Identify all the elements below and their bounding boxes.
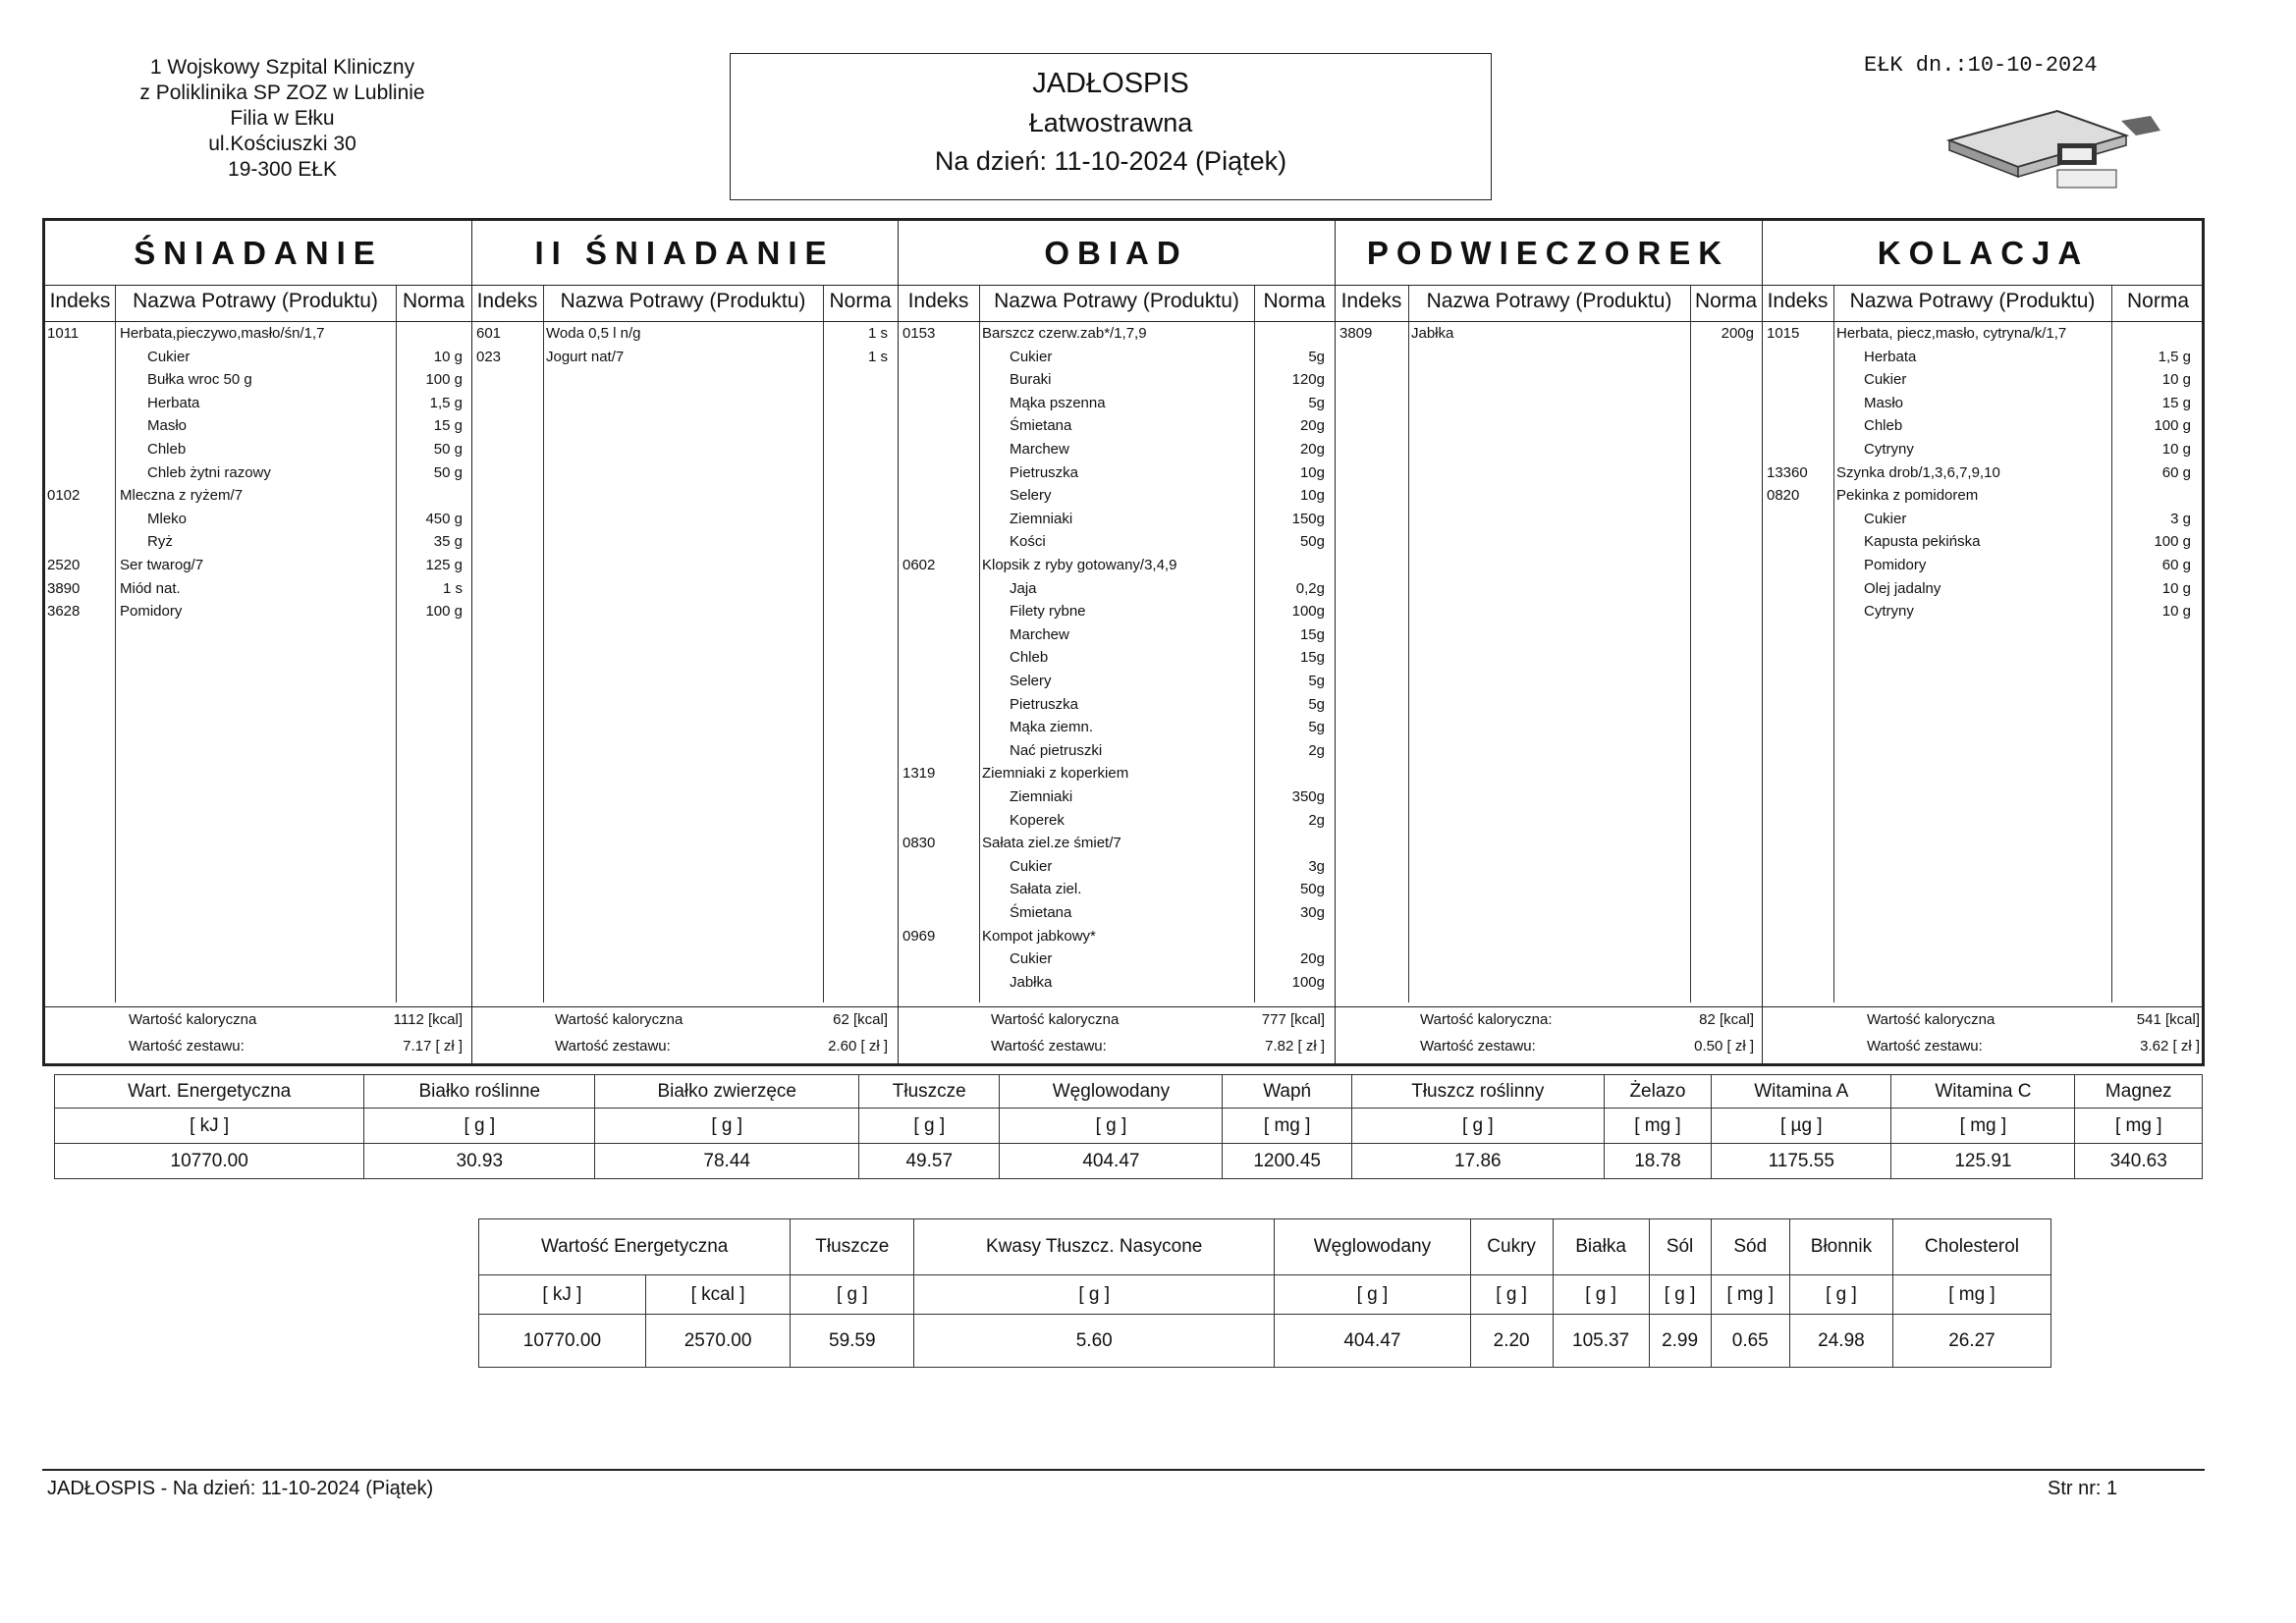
cost-label: Wartość zestawu: (555, 1038, 671, 1055)
ingredient-name: Pomidory (1864, 557, 1927, 573)
item-index: 0602 (902, 557, 936, 573)
item-norm: 125 g (425, 557, 463, 573)
kcal-value: 1112 [kcal] (393, 1011, 463, 1028)
ingredient-name: Cukier (1864, 371, 1907, 389)
kcal-label: Wartość kaloryczna (991, 1011, 1120, 1028)
nutrient-unit: [ g ] (859, 1109, 1000, 1144)
item-norm: 15 g (2161, 394, 2191, 411)
ingredient-name: Mąka pszenna (1010, 394, 1106, 411)
dish-name: Ser twarog/7 (120, 557, 204, 573)
ingredient-name: Selery (1010, 673, 1052, 689)
nutrient-header: Cukry (1470, 1219, 1553, 1275)
nutrient-header: Żelazo (1604, 1075, 1711, 1109)
cost-label: Wartość zestawu: (129, 1038, 245, 1055)
nutrient-header: Węglowodany (1275, 1219, 1470, 1275)
kcal-value: 82 [kcal] (1699, 1011, 1754, 1028)
item-index: 1015 (1767, 325, 1800, 342)
item-norm: 450 g (425, 510, 463, 527)
nutrient-header: Wapń (1223, 1075, 1351, 1109)
nutrient-value: 0.65 (1711, 1315, 1789, 1368)
item-norm: 120g (1291, 371, 1325, 389)
nutrient-unit: [ g ] (791, 1275, 914, 1315)
nutrient-unit: [ g ] (1789, 1275, 1892, 1315)
nutrient-value: 26.27 (1892, 1315, 2050, 1368)
kcal-label: Wartość kaloryczna (129, 1011, 257, 1028)
nutrient-header: Sól (1649, 1219, 1711, 1275)
kcal-value: 777 [kcal] (1261, 1011, 1325, 1028)
ingredient-name: Bułka wroc 50 g (147, 371, 252, 389)
issue-date: EŁK dn.:10-10-2024 (1864, 53, 2098, 78)
item-norm: 350g (1291, 788, 1325, 805)
nutrient-value: 2570.00 (645, 1315, 791, 1368)
kcal-label: Wartość kaloryczna (1867, 1011, 1995, 1028)
nutrient-header: Białko roślinne (364, 1075, 595, 1109)
nutrient-value: 78.44 (595, 1144, 859, 1179)
column-header-name: Nazwa Potrawy (Produktu) (1849, 290, 2096, 312)
item-norm: 5g (1308, 348, 1325, 365)
item-norm: 20g (1299, 950, 1325, 968)
nutrient-header: Witamina C (1891, 1075, 2075, 1109)
hospital-line: Filia w Ełku (230, 107, 335, 130)
nutrient-unit: [ mg ] (1604, 1109, 1711, 1144)
item-norm: 60 g (2161, 557, 2191, 573)
cost-value: 7.82 [ zł ] (1265, 1038, 1325, 1055)
item-norm: 3 g (2170, 510, 2191, 527)
nutrient-header: Błonnik (1789, 1219, 1892, 1275)
item-norm: 50g (1299, 533, 1325, 551)
item-norm: 30g (1299, 904, 1325, 921)
dish-name: Klopsik z ryby gotowany/3,4,9 (982, 557, 1177, 573)
cost-value: 3.62 [ zł ] (2140, 1038, 2200, 1055)
column-header-name: Nazwa Potrawy (Produktu) (994, 290, 1239, 312)
column-header-norm: Norma (1263, 290, 1326, 312)
nutrient-header: Tłuszcz roślinny (1351, 1075, 1604, 1109)
item-index: 023 (476, 348, 502, 365)
item-norm: 5g (1308, 719, 1325, 736)
nutrient-value: 125.91 (1891, 1144, 2075, 1179)
item-norm: 100 g (2154, 533, 2191, 551)
nutrient-value: 1200.45 (1223, 1144, 1351, 1179)
nutrient-header: Kwasy Tłuszcz. Nasycone (914, 1219, 1275, 1275)
item-norm: 1 s (442, 579, 463, 597)
nutrient-value: 1175.55 (1712, 1144, 1891, 1179)
item-norm: 60 g (2161, 463, 2191, 481)
cost-value: 7.17 [ zł ] (403, 1038, 463, 1055)
nutrient-value: 10770.00 (479, 1315, 646, 1368)
ingredient-name: Koperek (1010, 811, 1065, 829)
footer-divider (42, 1469, 2205, 1471)
nutrient-header: Sód (1711, 1219, 1789, 1275)
ingredient-name: Chleb (147, 441, 187, 458)
kcal-label: Wartość kaloryczna: (1420, 1011, 1553, 1028)
ingredient-name: Olej jadalny (1864, 579, 1941, 597)
dish-name: Pomidory (120, 603, 183, 621)
nutrient-value: 17.86 (1351, 1144, 1604, 1179)
nutrient-unit: [ mg ] (1711, 1275, 1789, 1315)
menu-table (42, 218, 2205, 1066)
nutrient-value: 340.63 (2075, 1144, 2203, 1179)
ingredient-name: Masło (1864, 394, 1904, 411)
hospital-address (98, 55, 466, 183)
item-index: 0969 (902, 927, 936, 945)
item-norm: 100 g (425, 603, 463, 621)
ingredient-name: Sałata ziel. (1010, 881, 1082, 898)
column-header-norm: Norma (2126, 290, 2189, 312)
nutrient-unit: [ g ] (1470, 1275, 1553, 1315)
hospital-line: ul.Kościuszki 30 (208, 133, 356, 155)
item-index: 3809 (1339, 325, 1373, 342)
item-norm: 100g (1291, 603, 1325, 621)
nutrient-unit: [ g ] (1351, 1109, 1604, 1144)
meal-header-breakfast: ŚNIADANIE (45, 221, 471, 286)
item-norm: 15 g (433, 417, 463, 435)
hospital-line: 1 Wojskowy Szpital Kliniczny (149, 56, 415, 79)
nutrient-value: 2.20 (1470, 1315, 1553, 1368)
ingredient-name: Marchew (1010, 441, 1069, 458)
nutrient-value: 24.98 (1789, 1315, 1892, 1368)
item-index: 1011 (47, 325, 80, 342)
ingredient-name: Kości (1010, 533, 1046, 551)
dish-name: Woda 0,5 l n/g (546, 325, 641, 342)
item-norm: 10g (1299, 463, 1325, 481)
ingredient-name: Jaja (1010, 579, 1037, 597)
item-index: 0820 (1767, 487, 1800, 505)
column-header-norm: Norma (402, 290, 465, 312)
nutrient-unit: [ mg ] (1223, 1109, 1351, 1144)
nutrient-value: 5.60 (914, 1315, 1275, 1368)
item-norm: 10 g (433, 348, 463, 365)
item-norm: 50 g (433, 441, 463, 458)
ingredient-name: Cytryny (1864, 603, 1914, 621)
item-norm: 5g (1308, 394, 1325, 411)
ingredient-name: Mąka ziemn. (1010, 719, 1094, 736)
ingredient-name: Buraki (1010, 371, 1052, 389)
dish-name: Sałata ziel.ze śmiet/7 (982, 835, 1121, 852)
nutrient-unit: [ kJ ] (479, 1275, 646, 1315)
nutrition-table-2 (478, 1218, 2051, 1368)
ingredient-name: Kapusta pekińska (1864, 533, 1981, 551)
nutrient-unit: [ g ] (595, 1109, 859, 1144)
nutrient-header: Wartość Energetyczna (479, 1219, 791, 1275)
nutrient-header: Magnez (2075, 1075, 2203, 1109)
column-header-name: Nazwa Potrawy (Produktu) (1426, 290, 1672, 312)
meal-header-lunch: OBIAD (898, 221, 1335, 286)
nutrient-unit: [ mg ] (1892, 1275, 2050, 1315)
item-norm: 5g (1308, 673, 1325, 689)
ingredient-name: Herbata (147, 394, 200, 411)
item-norm: 20g (1299, 441, 1325, 458)
nutrient-unit: [ µg ] (1712, 1109, 1891, 1144)
item-index: 1319 (902, 765, 936, 783)
item-index: 2520 (47, 557, 81, 573)
column-header-name: Nazwa Potrawy (Produktu) (133, 290, 378, 312)
cost-value: 2.60 [ zł ] (828, 1038, 888, 1055)
column-header-name: Nazwa Potrawy (Produktu) (560, 290, 806, 312)
item-norm: 10 g (2161, 603, 2191, 621)
item-index: 3628 (47, 603, 81, 621)
nutrient-header: Białko zwierzęce (595, 1075, 859, 1109)
ingredient-name: Śmietana (1010, 904, 1072, 921)
nutrient-header: Witamina A (1712, 1075, 1891, 1109)
item-norm: 10 g (2161, 371, 2191, 389)
laptop-icon (1940, 106, 2165, 199)
page-title: JADŁOSPIS (1032, 68, 1189, 99)
dish-name: Herbata, piecz,masło, cytryna/k/1,7 (1836, 325, 2067, 342)
hospital-line: 19-300 EŁK (228, 158, 337, 181)
item-norm: 1,5 g (2158, 348, 2191, 365)
nutrient-unit: [ g ] (914, 1275, 1275, 1315)
ingredient-name: Cukier (147, 348, 191, 365)
item-norm: 10 g (2161, 579, 2191, 597)
item-index: 3890 (47, 579, 81, 597)
dish-name: Kompot jabkowy* (982, 927, 1096, 945)
item-norm: 100g (1291, 973, 1325, 991)
item-norm: 1,5 g (429, 394, 463, 411)
item-norm: 15g (1299, 649, 1325, 667)
dish-name: Pekinka z pomidorem (1836, 487, 1979, 505)
ingredient-name: Mleko (147, 510, 188, 527)
footer-left: JADŁOSPIS - Na dzień: 11-10-2024 (Piątek) (47, 1478, 434, 1499)
column-header-norm: Norma (1694, 290, 1757, 312)
item-norm: 150g (1291, 510, 1325, 527)
nutrient-header: Tłuszcze (791, 1219, 914, 1275)
hospital-line: z Poliklinika SP ZOZ w Lublinie (139, 81, 425, 104)
ingredient-name: Cukier (1010, 857, 1053, 875)
column-header-index: Indeks (49, 290, 111, 312)
ingredient-name: Cytryny (1864, 441, 1914, 458)
ingredient-name: Ziemniaki (1010, 788, 1073, 805)
ingredient-name: Filety rybne (1010, 603, 1086, 621)
ingredient-name: Chleb żytni razowy (147, 463, 271, 481)
date-line: Na dzień: 11-10-2024 (Piątek) (934, 146, 1287, 176)
item-norm: 5g (1308, 695, 1325, 713)
nutrient-value: 59.59 (791, 1315, 914, 1368)
item-norm: 0,2g (1295, 579, 1325, 597)
dish-name: Mleczna z ryżem/7 (120, 487, 244, 505)
item-norm: 100 g (425, 371, 463, 389)
item-norm: 3g (1308, 857, 1325, 875)
nutrient-header: Wart. Energetyczna (55, 1075, 364, 1109)
dish-name: Szynka drob/1,3,6,7,9,10 (1836, 463, 2000, 481)
title-box (730, 53, 1492, 200)
item-index: 0102 (47, 487, 81, 505)
item-norm: 50g (1299, 881, 1325, 898)
nutrient-header: Białka (1553, 1219, 1649, 1275)
item-norm: 1 s (867, 325, 888, 342)
nutrition-table-1 (54, 1074, 2203, 1179)
cost-value: 0.50 [ zł ] (1694, 1038, 1754, 1055)
nutrient-value: 404.47 (1000, 1144, 1223, 1179)
item-norm: 10 g (2161, 441, 2191, 458)
nutrient-header: Cholesterol (1892, 1219, 2050, 1275)
ingredient-name: Pietruszka (1010, 695, 1079, 713)
kcal-value: 541 [kcal] (2136, 1011, 2200, 1028)
item-index: 0830 (902, 835, 936, 852)
item-norm: 15g (1299, 625, 1325, 643)
nutrient-value: 30.93 (364, 1144, 595, 1179)
column-header-norm: Norma (829, 290, 892, 312)
column-header-index: Indeks (907, 290, 969, 312)
item-norm: 10g (1299, 487, 1325, 505)
ingredient-name: Nać pietruszki (1010, 741, 1103, 759)
cost-label: Wartość zestawu: (991, 1038, 1107, 1055)
nutrient-value: 2.99 (1649, 1315, 1711, 1368)
item-norm: 2g (1308, 741, 1325, 759)
ingredient-name: Cukier (1010, 348, 1053, 365)
nutrient-header: Węglowodany (1000, 1075, 1223, 1109)
nutrient-value: 404.47 (1275, 1315, 1470, 1368)
dish-name: Herbata,pieczywo,masło/śn/1,7 (120, 325, 325, 342)
ingredient-name: Herbata (1864, 348, 1917, 365)
ingredient-name: Selery (1010, 487, 1052, 505)
dish-name: Jogurt nat/7 (546, 348, 625, 365)
item-norm: 50 g (433, 463, 463, 481)
item-norm: 35 g (433, 533, 463, 551)
ingredient-name: Chleb (1864, 417, 1903, 435)
ingredient-name: Cukier (1010, 950, 1053, 968)
kcal-value: 62 [kcal] (833, 1011, 888, 1028)
item-norm: 200g (1721, 325, 1754, 342)
column-header-index: Indeks (1767, 290, 1829, 312)
nutrient-value: 105.37 (1553, 1315, 1649, 1368)
nutrient-value: 18.78 (1604, 1144, 1711, 1179)
ingredient-name: Ziemniaki (1010, 510, 1073, 527)
nutrient-unit: [ g ] (1553, 1275, 1649, 1315)
item-norm: 100 g (2154, 417, 2191, 435)
nutrient-header: Tłuszcze (859, 1075, 1000, 1109)
cost-label: Wartość zestawu: (1420, 1038, 1536, 1055)
meal-header-snack: PODWIECZOREK (1335, 221, 1762, 286)
diet-name: Łatwostrawna (1028, 108, 1193, 137)
ingredient-name: Chleb (1010, 649, 1049, 667)
cost-label: Wartość zestawu: (1867, 1038, 1983, 1055)
page-number: Str nr: 1 (2048, 1478, 2118, 1499)
ingredient-name: Cukier (1864, 510, 1907, 527)
dish-name: Jabłka (1411, 325, 1454, 342)
dish-name: Ziemniaki z koperkiem (982, 765, 1129, 783)
item-norm: 2g (1308, 811, 1325, 829)
nutrient-value: 10770.00 (55, 1144, 364, 1179)
nutrient-value: 49.57 (859, 1144, 1000, 1179)
kcal-label: Wartość kaloryczna (555, 1011, 683, 1028)
column-header-index: Indeks (1340, 290, 1402, 312)
dish-name: Miód nat. (120, 579, 181, 597)
item-index: 0153 (902, 325, 936, 342)
column-header-index: Indeks (476, 290, 538, 312)
ingredient-name: Śmietana (1010, 417, 1072, 435)
nutrient-unit: [ mg ] (2075, 1109, 2203, 1144)
item-index: 13360 (1767, 463, 1808, 481)
dish-name: Barszcz czerw.zab*/1,7,9 (982, 325, 1147, 342)
nutrient-unit: [ g ] (1649, 1275, 1711, 1315)
nutrient-unit: [ g ] (1000, 1109, 1223, 1144)
nutrient-unit: [ kcal ] (645, 1275, 791, 1315)
nutrient-unit: [ mg ] (1891, 1109, 2075, 1144)
item-index: 601 (476, 325, 502, 342)
ingredient-name: Marchew (1010, 625, 1069, 643)
meal-header-supper: KOLACJA (1762, 221, 2205, 286)
ingredient-name: Masło (147, 417, 188, 435)
nutrient-unit: [ g ] (364, 1109, 595, 1144)
ingredient-name: Jabłka (1010, 973, 1053, 991)
meal-header-second-breakfast: II ŚNIADANIE (471, 221, 898, 286)
ingredient-name: Pietruszka (1010, 463, 1079, 481)
ingredient-name: Ryż (147, 533, 173, 551)
item-norm: 1 s (867, 348, 888, 365)
nutrient-unit: [ g ] (1275, 1275, 1470, 1315)
nutrient-unit: [ kJ ] (55, 1109, 364, 1144)
item-norm: 20g (1299, 417, 1325, 435)
